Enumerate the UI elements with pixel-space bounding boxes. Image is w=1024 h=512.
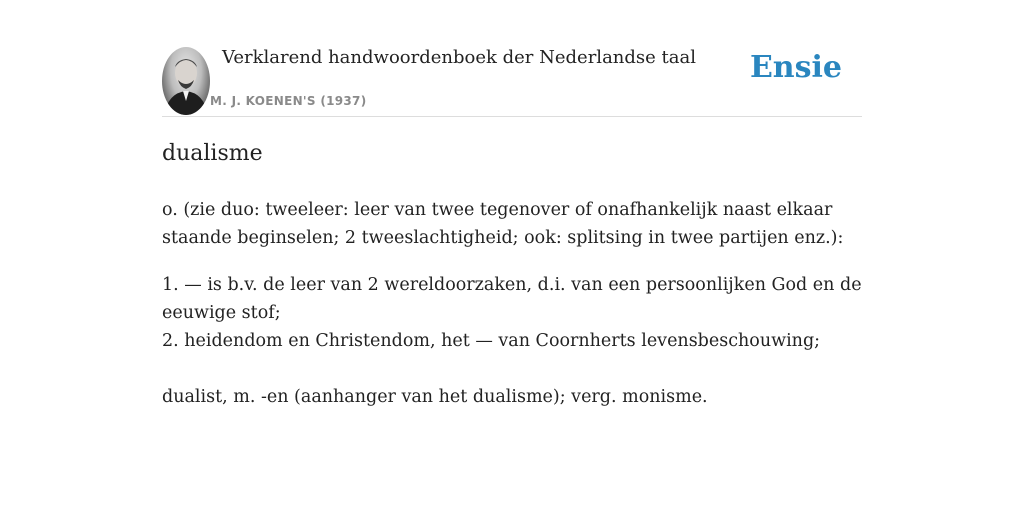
entry-examples [162,271,862,411]
author-portrait-icon [162,47,210,115]
entry-example: 1. — is b.v. de leer van 2 wereldoorzaken, d.i. van een persoonlijken God en de eeuwige stof; [162,275,862,323]
entry-definition: o. (zie duo: tweeleer: leer van twee tegenover of onafhankelijk naast elkaar staande beginselen; 2 tweeslachtigheid; ook: splitsing in twee partijen enz.): [162,200,844,248]
dictionary-header [162,44,862,117]
brand-logo-link[interactable]: Ensie [749,50,842,85]
entry-headword: dualisme [162,141,263,166]
book-author: M. J. KOENEN'S (1937) [210,94,367,108]
entry-content [162,138,862,430]
book-title: Verklarend handwoordenboek der Nederlandse taal [222,47,696,68]
entry-derived: dualist, m. -en (aanhanger van het dualisme); verg. monisme. [162,387,708,407]
entry-example: 2. heidendom en Christendom, het — van Coornherts levensbeschouwing; [162,331,821,351]
spacer [162,355,862,383]
